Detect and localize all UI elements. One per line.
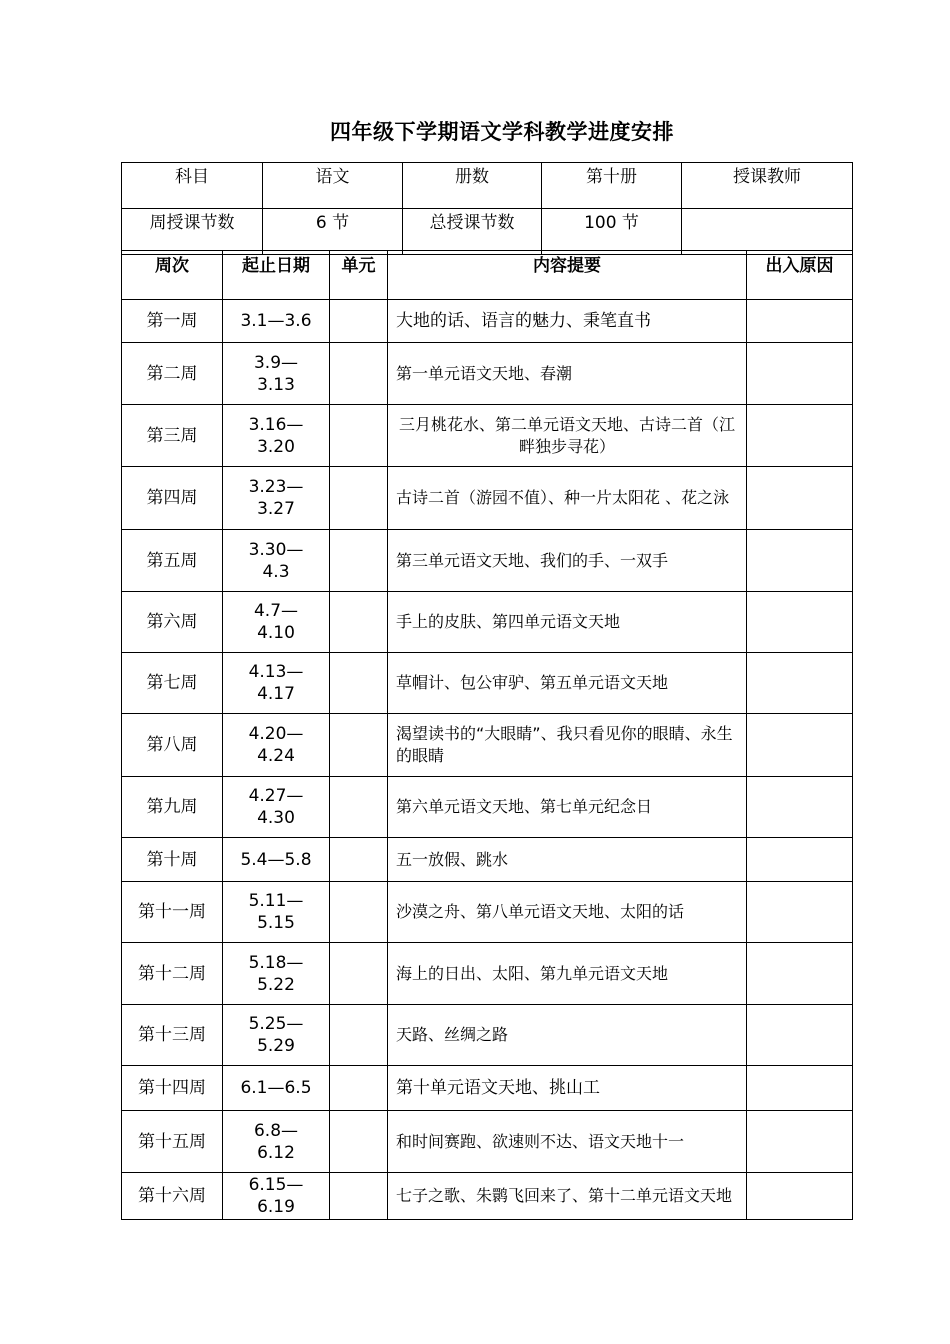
reason-cell [747, 838, 853, 882]
reason-cell [747, 882, 853, 943]
table-row [122, 343, 853, 405]
week-cell: 第七周 [122, 653, 223, 714]
subject-value: 语文 [263, 163, 403, 209]
content-cell: 沙漠之舟、第八单元语文天地、太阳的话 [388, 882, 747, 943]
table-row [122, 777, 853, 838]
date-end: 6.19 [257, 1197, 295, 1217]
unit-cell [330, 653, 388, 714]
content-cell: 五一放假、跳水 [388, 838, 747, 882]
content-cell: 第六单元语文天地、第七单元纪念日 [388, 777, 747, 838]
date-start: 3.23— [248, 477, 304, 497]
reason-cell [747, 1005, 853, 1066]
table-row [122, 530, 853, 592]
date-start: 4.27— [248, 786, 304, 806]
table-row [122, 405, 853, 467]
table-row [122, 592, 853, 653]
content-cell: 大地的话、语言的魅力、秉笔直书 [388, 300, 747, 343]
unit-cell [330, 1173, 388, 1220]
unit-cell [330, 1005, 388, 1066]
date-cell [223, 653, 330, 714]
table-row [122, 1111, 853, 1173]
week-cell: 第十六周 [122, 1173, 223, 1220]
content-cell: 第一单元语文天地、春潮 [388, 343, 747, 405]
header-dates: 起止日期 [223, 251, 330, 300]
content-cell: 和时间赛跑、欲速则不达、语文天地十一 [388, 1111, 747, 1173]
reason-cell [747, 777, 853, 838]
week-cell: 第十二周 [122, 943, 223, 1005]
content-cell: 天路、丝绸之路 [388, 1005, 747, 1066]
date-end: 5.15 [257, 913, 295, 933]
date-end: 6.12 [257, 1142, 295, 1163]
week-cell: 第十四周 [122, 1066, 223, 1111]
date-start: 4.20— [248, 724, 304, 744]
date-cell [223, 467, 330, 530]
date-start: 3.16— [248, 414, 304, 435]
reason-cell [747, 714, 853, 777]
date-end: 4.3 [262, 561, 290, 582]
unit-cell [330, 592, 388, 653]
date-end: 4.24 [257, 746, 295, 766]
volume-label: 册数 [403, 163, 542, 209]
reason-cell [747, 530, 853, 592]
date-start: 6.15— [248, 1175, 304, 1195]
date-end: 5.22 [257, 974, 295, 995]
date-cell [223, 777, 330, 838]
date-end: 5.29 [257, 1036, 295, 1056]
reason-cell [747, 653, 853, 714]
table-row [122, 1066, 853, 1111]
week-cell: 第十三周 [122, 1005, 223, 1066]
unit-cell [330, 343, 388, 405]
unit-cell [330, 467, 388, 530]
table-row [122, 838, 853, 882]
header-reason: 出入原因 [747, 251, 853, 300]
date-start: 4.13— [248, 662, 304, 682]
week-cell: 第二周 [122, 343, 223, 405]
date-end: 4.17 [257, 684, 295, 704]
content-cell: 第三单元语文天地、我们的手、一双手 [388, 530, 747, 592]
weekly-lessons-label: 周授课节数 [122, 209, 263, 255]
date-cell [223, 1173, 330, 1220]
date-cell [223, 592, 330, 653]
date-end: 4.10 [257, 623, 295, 643]
table-row [122, 943, 853, 1005]
unit-cell [330, 530, 388, 592]
reason-cell [747, 1066, 853, 1111]
unit-cell [330, 1111, 388, 1173]
header-unit: 单元 [330, 251, 388, 300]
header-content: 内容提要 [388, 251, 747, 300]
date-cell [223, 882, 330, 943]
date-end: 3.20 [257, 436, 295, 457]
info-row-1 [122, 163, 853, 209]
table-row [122, 1005, 853, 1066]
date-start: 5.25— [248, 1014, 304, 1034]
header-week: 周次 [122, 251, 223, 300]
weekly-lessons-value: 6 节 [263, 209, 403, 255]
date-start: 5.11— [248, 891, 304, 911]
content-cell: 三月桃花水、第二单元语文天地、古诗二首（江畔独步寻花） [388, 405, 747, 467]
week-cell: 第八周 [122, 714, 223, 777]
week-cell: 第九周 [122, 777, 223, 838]
total-lessons-label: 总授课节数 [403, 209, 542, 255]
volume-value: 第十册 [542, 163, 682, 209]
reason-cell [747, 592, 853, 653]
unit-cell [330, 777, 388, 838]
date-end: 3.27 [257, 499, 295, 519]
date-start: 5.4—5.8 [240, 849, 312, 870]
date-start: 5.18— [248, 952, 304, 973]
schedule-header-row [122, 251, 853, 300]
week-cell: 第四周 [122, 467, 223, 530]
content-cell: 渴望读书的“大眼睛”、我只看见你的眼睛、永生的眼睛 [388, 714, 747, 777]
date-start: 6.1—6.5 [240, 1078, 312, 1098]
week-cell: 第五周 [122, 530, 223, 592]
date-cell [223, 838, 330, 882]
content-cell: 七子之歌、朱鹮飞回来了、第十二单元语文天地 [388, 1173, 747, 1220]
date-cell [223, 405, 330, 467]
reason-cell [747, 943, 853, 1005]
unit-cell [330, 405, 388, 467]
date-cell [223, 943, 330, 1005]
total-lessons-value: 100 节 [542, 209, 682, 255]
reason-cell [747, 405, 853, 467]
subject-label: 科目 [122, 163, 263, 209]
date-start: 3.30— [248, 539, 304, 560]
date-cell [223, 300, 330, 343]
table-row [122, 1173, 853, 1220]
week-cell: 第十五周 [122, 1111, 223, 1173]
week-cell: 第三周 [122, 405, 223, 467]
date-cell [223, 343, 330, 405]
date-start: 3.1—3.6 [240, 311, 312, 331]
date-end: 3.13 [257, 374, 295, 395]
content-cell: 古诗二首（游园不值）、种一片太阳花 、花之泳 [388, 467, 747, 530]
unit-cell [330, 882, 388, 943]
unit-cell [330, 943, 388, 1005]
reason-cell [747, 1173, 853, 1220]
page-title: 四年级下学期语文学科教学进度安排 [330, 120, 674, 144]
unit-cell [330, 714, 388, 777]
table-row [122, 467, 853, 530]
reason-cell [747, 343, 853, 405]
table-row [122, 653, 853, 714]
table-row [122, 300, 853, 343]
week-cell: 第十一周 [122, 882, 223, 943]
course-info-table [121, 162, 853, 255]
reason-cell [747, 467, 853, 530]
date-cell [223, 714, 330, 777]
week-cell: 第一周 [122, 300, 223, 343]
teacher-label: 授课教师 [682, 163, 853, 209]
content-cell: 草帽计、包公审驴、第五单元语文天地 [388, 653, 747, 714]
schedule-table [121, 250, 853, 1220]
date-cell [223, 530, 330, 592]
unit-cell [330, 838, 388, 882]
unit-cell [330, 1066, 388, 1111]
date-cell [223, 1066, 330, 1111]
date-cell [223, 1005, 330, 1066]
teacher-name-cell [682, 209, 853, 255]
date-end: 4.30 [257, 808, 295, 828]
week-cell: 第十周 [122, 838, 223, 882]
date-start: 4.7— [253, 601, 299, 621]
info-row-2 [122, 209, 853, 255]
table-row [122, 882, 853, 943]
unit-cell [330, 300, 388, 343]
table-row [122, 714, 853, 777]
content-cell: 第十单元语文天地、挑山工 [388, 1066, 747, 1111]
date-cell [223, 1111, 330, 1173]
date-start: 6.8— [253, 1120, 299, 1141]
date-start: 3.9— [253, 352, 299, 373]
content-cell: 海上的日出、太阳、第九单元语文天地 [388, 943, 747, 1005]
content-cell: 手上的皮肤、第四单元语文天地 [388, 592, 747, 653]
reason-cell [747, 1111, 853, 1173]
week-cell: 第六周 [122, 592, 223, 653]
reason-cell [747, 300, 853, 343]
